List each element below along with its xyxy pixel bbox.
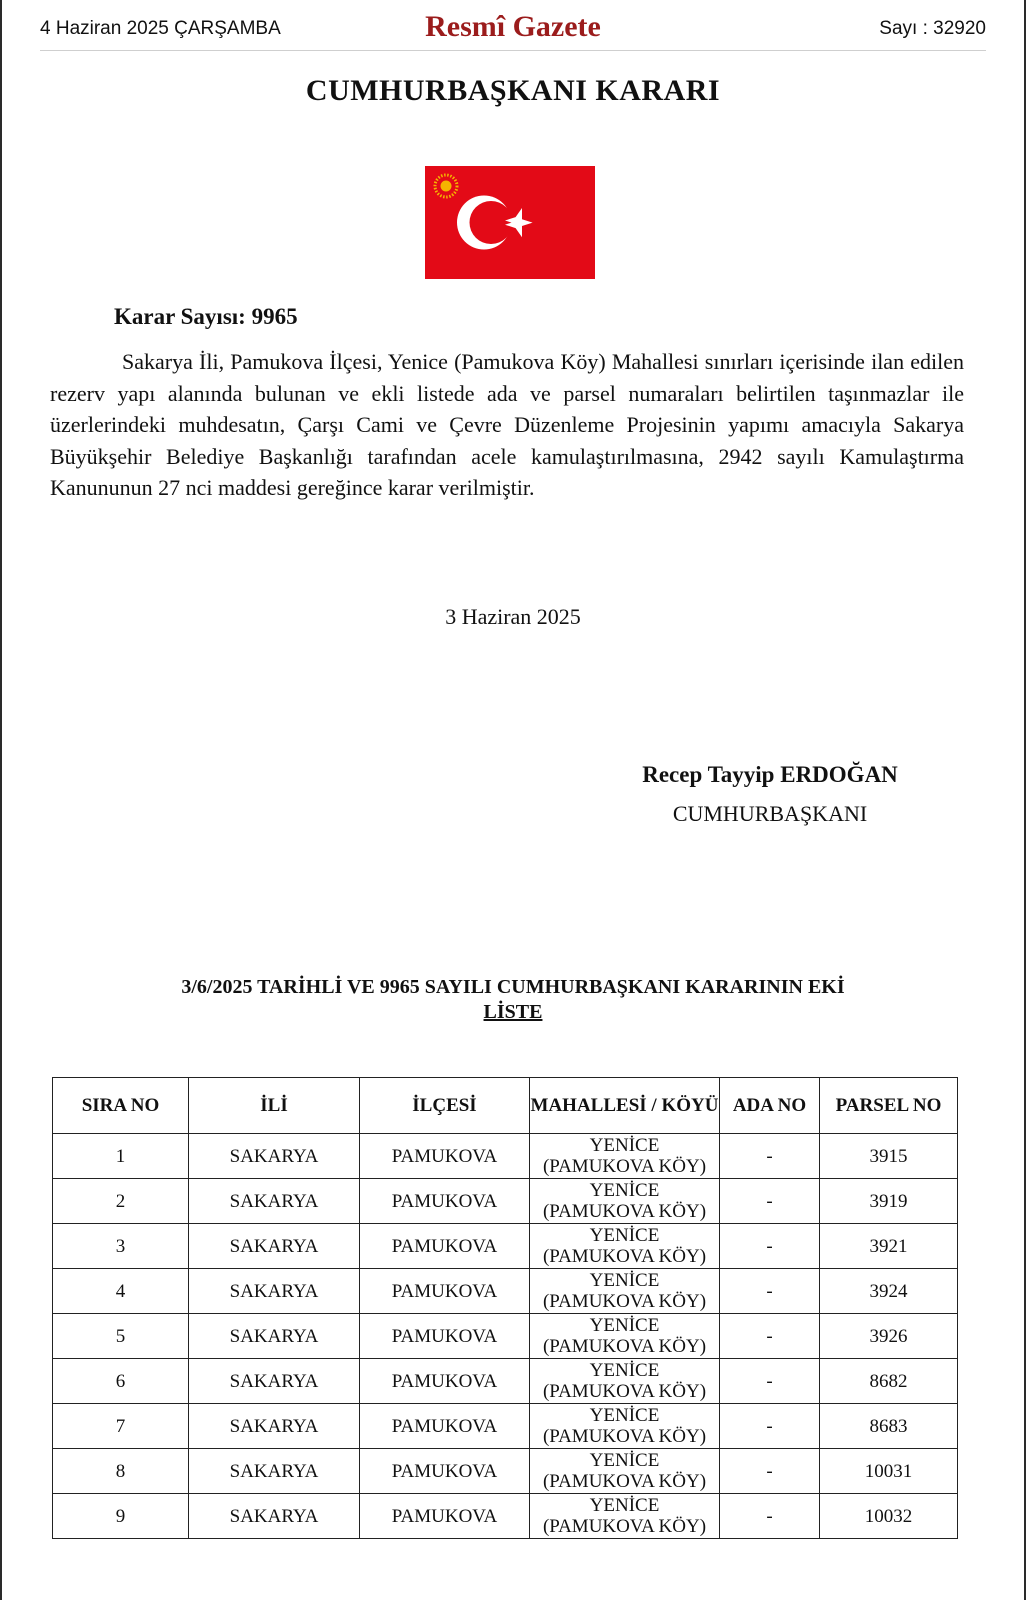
cell-ada: - (720, 1359, 820, 1404)
issue-number: Sayı : 32920 (879, 18, 986, 39)
cell-ilce: PAMUKOVA (360, 1179, 530, 1224)
parcel-table (52, 1077, 958, 1539)
cell-sira: 5 (53, 1314, 189, 1359)
cell-mahalle (530, 1314, 720, 1359)
cell-parsel: 3924 (820, 1269, 958, 1314)
cell-il: SAKARYA (189, 1404, 360, 1449)
decision-number: Karar Sayısı: 9965 (114, 304, 298, 329)
cell-ada: - (720, 1449, 820, 1494)
table-header-row (53, 1078, 958, 1134)
gazette-title: Resmî Gazete (425, 10, 601, 43)
cell-il: SAKARYA (189, 1224, 360, 1269)
cell-parsel: 3919 (820, 1179, 958, 1224)
column-header: PARSEL NO (820, 1078, 958, 1134)
cell-ilce: PAMUKOVA (360, 1134, 530, 1179)
cell-ada: - (720, 1134, 820, 1179)
cell-parsel: 3921 (820, 1224, 958, 1269)
mahalle-koy: (PAMUKOVA KÖY) (542, 1336, 707, 1357)
cell-ada: - (720, 1494, 820, 1539)
mahalle-koy: (PAMUKOVA KÖY) (542, 1516, 707, 1537)
cell-sira: 4 (53, 1269, 189, 1314)
cell-il: SAKARYA (189, 1359, 360, 1404)
cell-sira: 2 (53, 1179, 189, 1224)
crescent-inner (470, 201, 513, 244)
column-header: MAHALLESİ / KÖYÜ (530, 1078, 720, 1134)
signer-title: CUMHURBAŞKANI (672, 801, 868, 826)
column-header: ADA NO (720, 1078, 820, 1134)
table-row (53, 1359, 958, 1404)
table-row (53, 1314, 958, 1359)
cell-mahalle (530, 1179, 720, 1224)
cell-ada: - (720, 1179, 820, 1224)
table-row (53, 1179, 958, 1224)
cell-sira: 7 (53, 1404, 189, 1449)
cell-mahalle (530, 1449, 720, 1494)
cell-mahalle (530, 1494, 720, 1539)
cell-mahalle (530, 1404, 720, 1449)
cell-mahalle (530, 1269, 720, 1314)
cell-ilce: PAMUKOVA (360, 1359, 530, 1404)
cell-parsel: 10032 (820, 1494, 958, 1539)
mahalle-koy: (PAMUKOVA KÖY) (542, 1246, 707, 1267)
cell-il: SAKARYA (189, 1134, 360, 1179)
mahalle-koy: (PAMUKOVA KÖY) (542, 1381, 707, 1402)
mahalle-name: YENİCE (589, 1135, 660, 1156)
cell-ilce: PAMUKOVA (360, 1494, 530, 1539)
table-row (53, 1134, 958, 1179)
column-header: İLİ (189, 1078, 360, 1134)
mahalle-koy: (PAMUKOVA KÖY) (542, 1426, 707, 1447)
column-header: İLÇESİ (360, 1078, 530, 1134)
cell-il: SAKARYA (189, 1449, 360, 1494)
cell-sira: 9 (53, 1494, 189, 1539)
cell-ilce: PAMUKOVA (360, 1449, 530, 1494)
cell-sira: 3 (53, 1224, 189, 1269)
cell-sira: 8 (53, 1449, 189, 1494)
page-border-left (0, 0, 2, 1600)
column-header: SIRA NO (53, 1078, 189, 1134)
cell-ilce: PAMUKOVA (360, 1269, 530, 1314)
mahalle-name: YENİCE (589, 1270, 660, 1291)
cell-ada: - (720, 1269, 820, 1314)
cell-parsel: 8683 (820, 1404, 958, 1449)
cell-ada: - (720, 1314, 820, 1359)
cell-ada: - (720, 1224, 820, 1269)
table-row (53, 1224, 958, 1269)
cell-parsel: 3926 (820, 1314, 958, 1359)
cell-parsel: 10031 (820, 1449, 958, 1494)
cell-mahalle (530, 1134, 720, 1179)
signature-block (620, 762, 920, 827)
signer-name: Recep Tayyip ERDOĞAN (642, 762, 898, 787)
annex-subtitle: LİSTE (483, 1001, 543, 1023)
cell-il: SAKARYA (189, 1179, 360, 1224)
cell-sira: 1 (53, 1134, 189, 1179)
mahalle-name: YENİCE (589, 1225, 660, 1246)
decision-date: 3 Haziran 2025 (445, 604, 581, 629)
cell-il: SAKARYA (189, 1269, 360, 1314)
annex-title: 3/6/2025 TARİHLİ VE 9965 SAYILI CUMHURBAŞKANI KARARININ EKİ (181, 976, 845, 998)
cell-il: SAKARYA (189, 1314, 360, 1359)
document-title: CUMHURBAŞKANI KARARI (305, 74, 721, 107)
mahalle-koy: (PAMUKOVA KÖY) (542, 1156, 707, 1177)
mahalle-name: YENİCE (589, 1360, 660, 1381)
mahalle-name: YENİCE (589, 1450, 660, 1471)
table-row (53, 1404, 958, 1449)
annex-heading (0, 975, 1026, 1025)
decision-body: Sakarya İli, Pamukova İlçesi, Yenice (Pamukova Köy) Mahallesi sınırları içerisinde ilan edilen rezerv yapı alanında bulunan ve ekli listede ada ve parsel numaraları belirtilen taşınmazlar ile üzerlerindeki muhdesatın, Çarşı Cami ve Çevre Düzenleme Projesinin yapımı amacıyla Sakarya Büyükşehir Belediye Başkanlığı tarafından acele kamulaştırılmasına, 2942 sayılı Kamulaştırma Kanununun 27 nci maddesi gereğince karar verilmiştir. (50, 349, 964, 500)
presidential-flag-icon (425, 166, 595, 279)
cell-mahalle (530, 1359, 720, 1404)
mahalle-name: YENİCE (589, 1495, 660, 1516)
cell-sira: 6 (53, 1359, 189, 1404)
table-row (53, 1269, 958, 1314)
cell-parsel: 8682 (820, 1359, 958, 1404)
gazette-header (40, 8, 986, 50)
cell-il: SAKARYA (189, 1494, 360, 1539)
mahalle-koy: (PAMUKOVA KÖY) (542, 1471, 707, 1492)
header-date: 4 Haziran 2025 ÇARŞAMBA (40, 18, 281, 39)
cell-parsel: 3915 (820, 1134, 958, 1179)
cell-ada: - (720, 1404, 820, 1449)
mahalle-koy: (PAMUKOVA KÖY) (542, 1291, 707, 1312)
cell-ilce: PAMUKOVA (360, 1314, 530, 1359)
mahalle-name: YENİCE (589, 1180, 660, 1201)
table-row (53, 1494, 958, 1539)
mahalle-koy: (PAMUKOVA KÖY) (542, 1201, 707, 1222)
table-row (53, 1449, 958, 1494)
mahalle-name: YENİCE (589, 1315, 660, 1336)
cell-ilce: PAMUKOVA (360, 1404, 530, 1449)
header-divider (40, 50, 986, 51)
cell-ilce: PAMUKOVA (360, 1224, 530, 1269)
cell-mahalle (530, 1224, 720, 1269)
mahalle-name: YENİCE (589, 1405, 660, 1426)
